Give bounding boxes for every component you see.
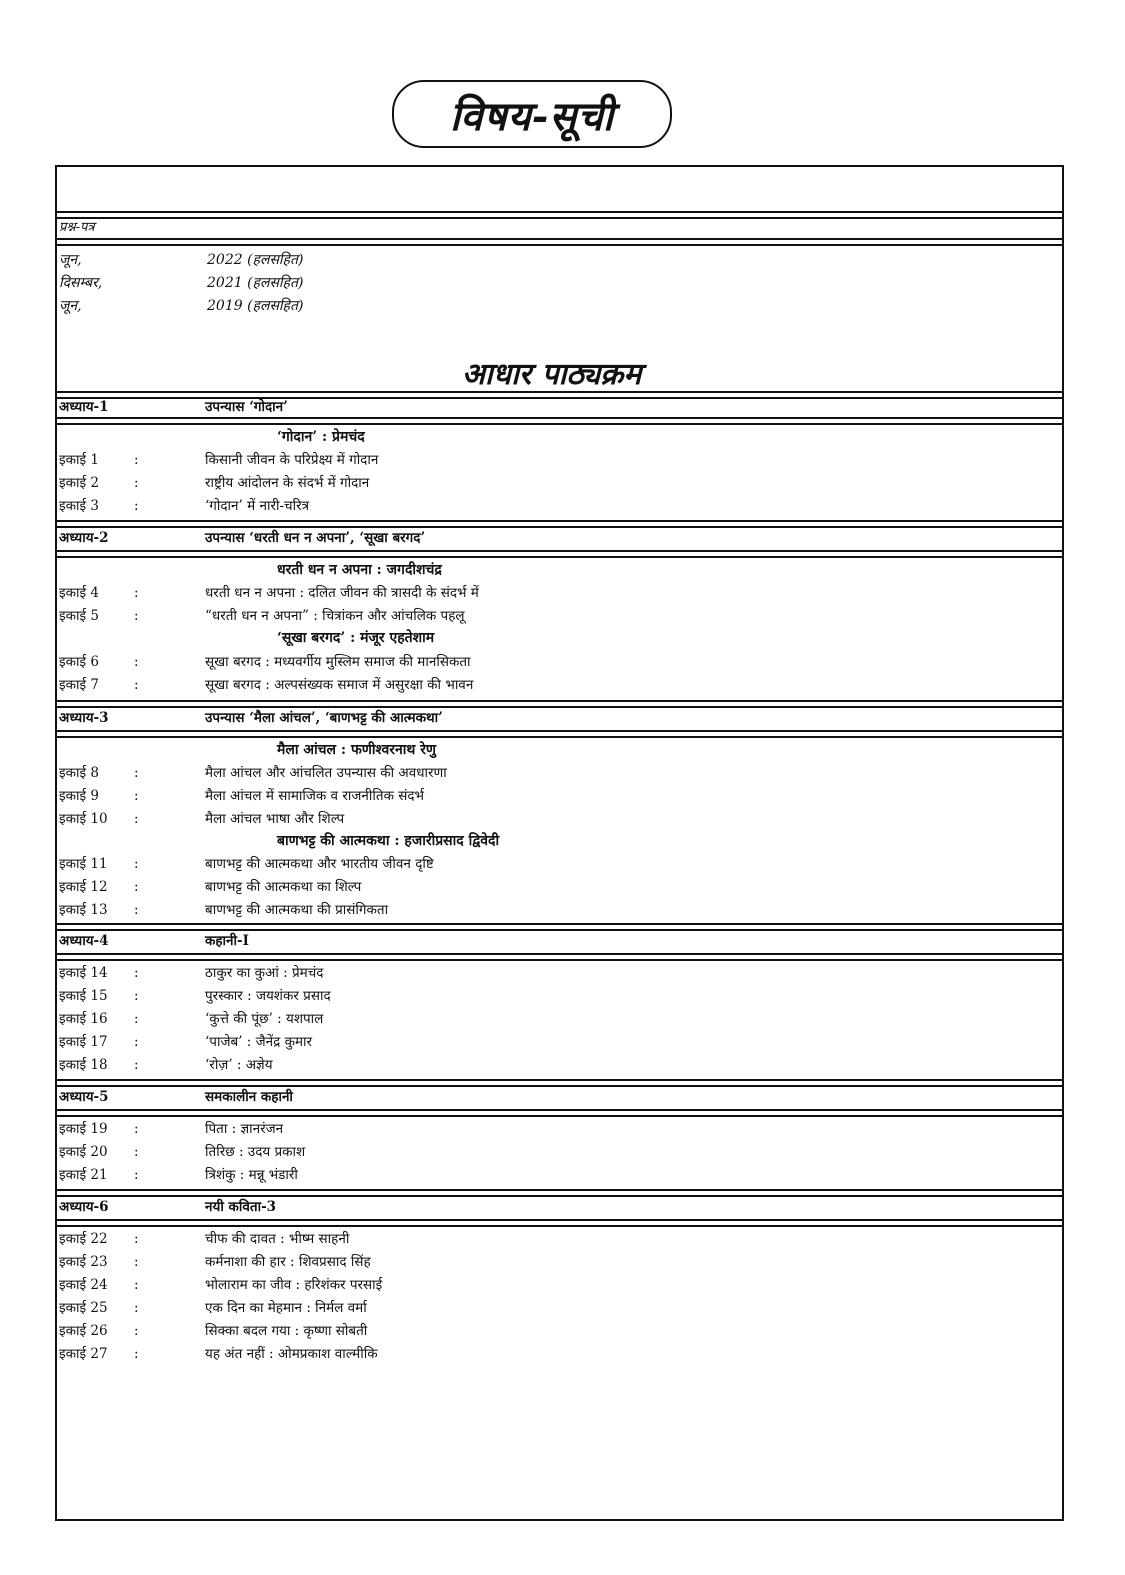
paper-month: दिसम्बर,: [59, 275, 103, 291]
unit-number: इकाई 4: [59, 585, 100, 601]
unit-number: इकाई 24: [59, 1277, 108, 1293]
chapter-number: अध्याय-3: [59, 710, 109, 726]
colon: :: [134, 902, 139, 918]
chapter-title: समकालीन कहानी: [205, 1089, 293, 1105]
divider: [57, 1109, 1062, 1117]
unit-title: बाणभट्ट की आत्मकथा और भारतीय जीवन दृष्टि: [205, 856, 434, 872]
unit-number: इकाई 11: [59, 856, 108, 872]
chapter-title: कहानी-I: [205, 933, 249, 949]
unit-number: इकाई 12: [59, 879, 108, 895]
divider: [57, 550, 1062, 558]
unit-number: इकाई 13: [59, 902, 108, 918]
unit-title: राष्ट्रीय आंदोलन के संदर्भ में गोदान: [205, 475, 370, 491]
unit-title: एक दिन का मेहमान : निर्मल वर्मा: [205, 1300, 367, 1316]
paper-year: 2019 (हलसहित): [207, 298, 304, 314]
chapter-number: अध्याय-2: [59, 530, 109, 546]
colon: :: [134, 1144, 139, 1160]
unit-title: सिक्का बदल गया : कृष्णा सोबती: [205, 1323, 368, 1339]
unit-number: इकाई 14: [59, 965, 108, 981]
unit-title: ‘गोदान’ में नारी-चरित्र: [205, 498, 310, 514]
colon: :: [134, 677, 139, 693]
unit-number: इकाई 22: [59, 1231, 108, 1247]
colon: :: [134, 608, 139, 624]
colon: :: [134, 585, 139, 601]
divider: [57, 211, 1062, 219]
unit-title: सूखा बरगद : मध्यवर्गीय मुस्लिम समाज की मानसिकता: [205, 654, 471, 670]
unit-number: इकाई 10: [59, 811, 108, 827]
colon: :: [134, 1121, 139, 1137]
unit-number: इकाई 19: [59, 1121, 108, 1137]
divider: [57, 1219, 1062, 1227]
unit-number: इकाई 17: [59, 1034, 108, 1050]
unit-number: इकाई 2: [59, 475, 100, 491]
unit-number: इकाई 21: [59, 1167, 108, 1183]
unit-number: इकाई 26: [59, 1323, 108, 1339]
chapter-number: अध्याय-5: [59, 1089, 109, 1105]
divider: [57, 417, 1062, 425]
unit-title: ‘पाजेब’ : जैनेंद्र कुमार: [205, 1034, 313, 1050]
unit-title: बाणभट्ट की आत्मकथा का शिल्प: [205, 879, 362, 895]
unit-number: इकाई 6: [59, 654, 100, 670]
unit-title: चीफ की दावत : भीष्म साहनी: [205, 1231, 350, 1247]
divider: [57, 730, 1062, 738]
unit-title: बाणभट्ट की आत्मकथा की प्रासंगिकता: [205, 902, 389, 918]
papers-heading: प्रश्न-पत्र: [59, 220, 95, 235]
chapter-title: उपन्यास ‘मैला आंचल’, ‘बाणभट्ट की आत्मकथा’: [205, 710, 443, 726]
unit-title: पिता : ज्ञानरंजन: [205, 1121, 284, 1137]
unit-title: “धरती धन न अपना” : चित्रांकन और आंचलिक पहलू: [205, 608, 465, 624]
colon: :: [134, 765, 139, 781]
unit-title: ठाकुर का कुआं : प्रेमचंद: [205, 965, 324, 981]
colon: :: [134, 788, 139, 804]
unit-title: ‘कुत्ते की पूंछ’ : यशपाल: [205, 1011, 324, 1027]
colon: :: [134, 452, 139, 468]
chapter-number: अध्याय-4: [59, 933, 109, 949]
colon: :: [134, 811, 139, 827]
unit-number: इकाई 27: [59, 1346, 108, 1362]
colon: :: [134, 475, 139, 491]
colon: :: [134, 856, 139, 872]
chapter-number: अध्याय-1: [59, 399, 109, 415]
unit-title: किसानी जीवन के परिप्रेक्ष्य में गोदान: [205, 452, 379, 468]
colon: :: [134, 988, 139, 1004]
unit-title: धरती धन न अपना : दलित जीवन की त्रासदी के संदर्भ में: [205, 585, 479, 601]
colon: :: [134, 1323, 139, 1339]
chapter-title: नयी कविता-3: [205, 1199, 277, 1215]
course-title: आधार पाठ्यक्रम: [462, 357, 642, 392]
page-title-box: [392, 80, 672, 148]
unit-title: ‘रोज़’ : अज्ञेय: [205, 1057, 273, 1073]
divider: [57, 1079, 1062, 1087]
divider: [57, 520, 1062, 528]
unit-title: मैला आंचल और आंचलित उपन्यास की अवधारणा: [205, 765, 447, 781]
chapter-number: अध्याय-6: [59, 1199, 109, 1215]
colon: :: [134, 1254, 139, 1270]
colon: :: [134, 879, 139, 895]
unit-number: इकाई 5: [59, 608, 100, 624]
colon: :: [134, 654, 139, 670]
unit-number: इकाई 23: [59, 1254, 108, 1270]
unit-number: इकाई 15: [59, 988, 108, 1004]
colon: :: [134, 1277, 139, 1293]
unit-number: इकाई 20: [59, 1144, 108, 1160]
unit-number: इकाई 3: [59, 498, 100, 514]
colon: :: [134, 1231, 139, 1247]
unit-number: इकाई 1: [59, 452, 100, 468]
unit-number: इकाई 9: [59, 788, 100, 804]
unit-title: त्रिशंकु : मन्नू भंडारी: [205, 1167, 298, 1183]
colon: :: [134, 1167, 139, 1183]
paper-month: जून,: [59, 298, 82, 314]
colon: :: [134, 1057, 139, 1073]
colon: :: [134, 1346, 139, 1362]
unit-number: इकाई 18: [59, 1057, 108, 1073]
contents-frame: [55, 165, 1064, 1521]
section-heading: मैला आंचल : फणीश्वरनाथ रेणु: [277, 742, 437, 758]
paper-year: 2022 (हलसहित): [207, 252, 304, 268]
colon: :: [134, 498, 139, 514]
section-heading: ‘सूखा बरगद’ : मंजूर एहतेशाम: [277, 630, 435, 646]
unit-title: मैला आंचल में सामाजिक व राजनीतिक संदर्भ: [205, 788, 425, 804]
unit-title: पुरस्कार : जयशंकर प्रसाद: [205, 988, 331, 1004]
section-heading: धरती धन न अपना : जगदीशचंद्र: [277, 562, 442, 578]
divider: [57, 700, 1062, 708]
chapter-title: उपन्यास ‘धरती धन न अपना’, ‘सूखा बरगद’: [205, 530, 426, 546]
divider: [57, 953, 1062, 961]
unit-title: कर्मनाशा की हार : शिवप्रसाद सिंह: [205, 1254, 371, 1270]
unit-title: सूखा बरगद : अल्पसंख्यक समाज में असुरक्षा की भावन: [205, 677, 474, 693]
colon: :: [134, 965, 139, 981]
section-heading: ‘गोदान’ : प्रेमचंद: [277, 429, 365, 445]
section-heading: बाणभट्ट की आत्मकथा : हजारीप्रसाद द्विवेदी: [277, 833, 500, 849]
unit-title: यह अंत नहीं : ओमप्रकाश वाल्मीकि: [205, 1346, 378, 1362]
colon: :: [134, 1011, 139, 1027]
unit-number: इकाई 7: [59, 677, 100, 693]
page-title: विषय-सूची: [449, 92, 615, 140]
paper-year: 2021 (हलसहित): [207, 275, 304, 291]
divider: [57, 923, 1062, 931]
chapter-title: उपन्यास ‘गोदान’: [205, 399, 288, 415]
unit-title: भोलाराम का जीव : हरिशंकर परसाई: [205, 1277, 383, 1293]
unit-title: तिरिछ : उदय प्रकाश: [205, 1144, 306, 1160]
divider: [57, 238, 1062, 246]
unit-number: इकाई 8: [59, 765, 100, 781]
colon: :: [134, 1034, 139, 1050]
unit-title: मैला आंचल भाषा और शिल्प: [205, 811, 345, 827]
unit-number: इकाई 25: [59, 1300, 108, 1316]
colon: :: [134, 1300, 139, 1316]
unit-number: इकाई 16: [59, 1011, 108, 1027]
divider: [57, 1189, 1062, 1197]
paper-month: जून,: [59, 252, 82, 268]
